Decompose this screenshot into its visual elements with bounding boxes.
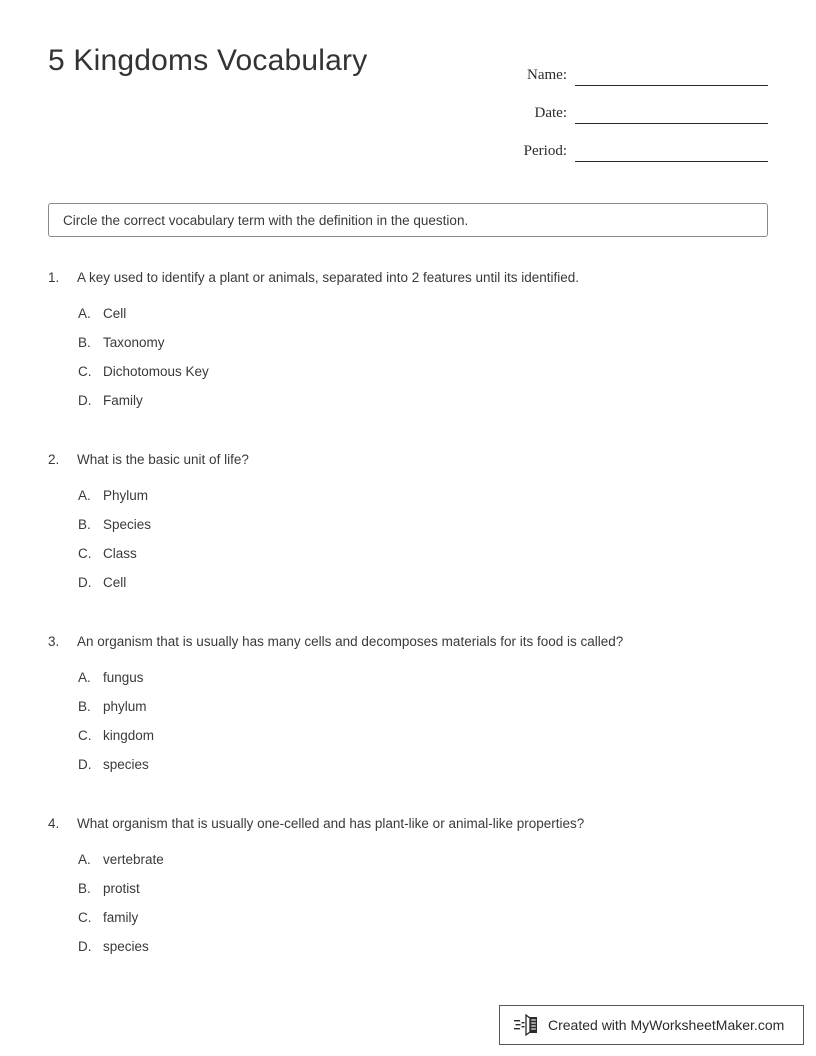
option-letter: B.: [78, 699, 91, 714]
option-text: Cell: [103, 575, 127, 590]
question-text: A key used to identify a plant or animals, separated into 2 features until its identified.: [77, 270, 580, 285]
option-text: kingdom: [103, 728, 155, 743]
option-item[interactable]: [78, 850, 768, 879]
option-letter: A.: [78, 306, 91, 321]
question-item: [48, 632, 768, 784]
period-input-line[interactable]: [575, 141, 768, 162]
option-text: fungus: [103, 670, 144, 685]
question-item: [48, 268, 768, 420]
option-text: Cell: [103, 306, 127, 321]
question-prompt: [48, 450, 768, 470]
question-prompt: [48, 632, 768, 652]
question-item: [48, 450, 768, 602]
option-text: Dichotomous Key: [103, 364, 209, 379]
student-info-block: [508, 48, 768, 162]
worksheet-maker-logo-icon: [514, 1013, 540, 1037]
instruction-box: [48, 203, 768, 237]
option-text: Class: [103, 546, 137, 561]
question-number: 4.: [48, 816, 60, 831]
option-list: [78, 486, 768, 602]
option-letter: B.: [78, 881, 91, 896]
option-text: Phylum: [103, 488, 149, 503]
info-row-period: [508, 124, 768, 162]
question-text: What is the basic unit of life?: [77, 452, 249, 467]
option-text: family: [103, 910, 139, 925]
option-letter: A.: [78, 852, 91, 867]
question-item: [48, 814, 768, 966]
option-item[interactable]: [78, 879, 768, 908]
created-with-badge[interactable]: [499, 1005, 804, 1045]
question-text: What organism that is usually one-celled and has plant-like or animal-like properties?: [77, 816, 585, 831]
option-item[interactable]: [78, 304, 768, 333]
date-label: Date:: [534, 105, 567, 121]
option-letter: D.: [78, 757, 92, 772]
name-label: Name:: [527, 67, 567, 83]
option-item[interactable]: [78, 515, 768, 544]
option-text: Species: [103, 517, 152, 532]
option-item[interactable]: [78, 908, 768, 937]
option-item[interactable]: [78, 573, 768, 602]
option-letter: B.: [78, 517, 91, 532]
page-title: 5 Kingdoms Vocabulary: [48, 44, 368, 77]
date-input-line[interactable]: [575, 103, 768, 124]
instruction-text: Circle the correct vocabulary term with the definition in the question.: [63, 212, 469, 228]
option-item[interactable]: [78, 697, 768, 726]
option-item[interactable]: [78, 668, 768, 697]
question-list: [48, 268, 768, 996]
created-with-text: Created with MyWorksheetMaker.com: [548, 1017, 785, 1033]
option-item[interactable]: [78, 333, 768, 362]
option-text: vertebrate: [103, 852, 164, 867]
option-text: protist: [103, 881, 140, 896]
period-label: Period:: [523, 143, 567, 159]
option-list: [78, 850, 768, 966]
option-letter: C.: [78, 728, 92, 743]
option-item[interactable]: [78, 362, 768, 391]
name-input-line[interactable]: [575, 65, 768, 86]
option-letter: B.: [78, 335, 91, 350]
option-item[interactable]: [78, 544, 768, 573]
option-item[interactable]: [78, 726, 768, 755]
question-number: 2.: [48, 452, 60, 467]
option-letter: C.: [78, 364, 92, 379]
option-letter: D.: [78, 393, 92, 408]
option-text: phylum: [103, 699, 147, 714]
option-letter: A.: [78, 488, 91, 503]
option-text: Taxonomy: [103, 335, 165, 350]
info-row-name: [508, 48, 768, 86]
option-text: Family: [103, 393, 143, 408]
info-row-date: [508, 86, 768, 124]
question-number: 3.: [48, 634, 60, 649]
question-number: 1.: [48, 270, 60, 285]
option-list: [78, 668, 768, 784]
option-letter: D.: [78, 575, 92, 590]
option-letter: D.: [78, 939, 92, 954]
question-prompt: [48, 268, 768, 288]
question-prompt: [48, 814, 768, 834]
option-text: species: [103, 757, 149, 772]
option-item[interactable]: [78, 391, 768, 420]
option-letter: C.: [78, 546, 92, 561]
option-item[interactable]: [78, 486, 768, 515]
option-list: [78, 304, 768, 420]
option-text: species: [103, 939, 149, 954]
option-letter: A.: [78, 670, 91, 685]
worksheet-header: [48, 44, 768, 174]
option-item[interactable]: [78, 937, 768, 966]
option-letter: C.: [78, 910, 92, 925]
question-text: An organism that is usually has many cells and decomposes materials for its food is called?: [77, 634, 624, 649]
option-item[interactable]: [78, 755, 768, 784]
